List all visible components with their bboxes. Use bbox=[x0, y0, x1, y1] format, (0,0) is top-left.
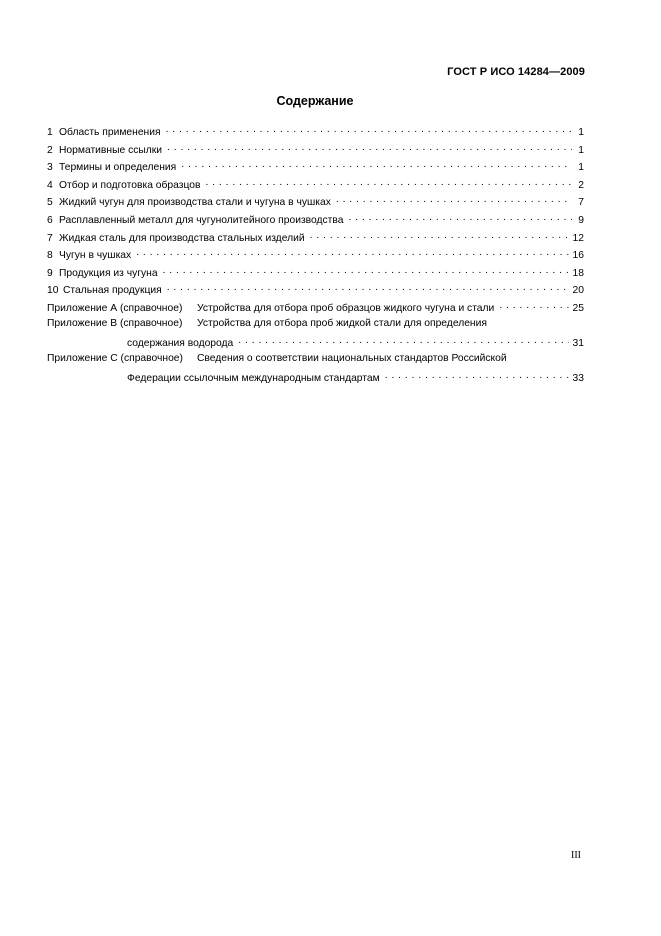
toc-entry-title: Расплавленный металл для чугунолитейного производства bbox=[59, 214, 344, 226]
toc-entry-page: 1 bbox=[578, 144, 584, 156]
toc-entry-page: 12 bbox=[572, 232, 584, 244]
toc-entry-page: 9 bbox=[578, 214, 584, 226]
toc-entry-title: Отбор и подготовка образцов bbox=[59, 179, 201, 191]
toc-entry[interactable] bbox=[47, 121, 584, 139]
toc-entry-title: Нормативные ссылки bbox=[59, 144, 163, 156]
toc-entry-number: 9 bbox=[47, 267, 53, 279]
toc-entry-number: 7 bbox=[47, 232, 53, 244]
appendix-label: Приложение А (справочное) bbox=[47, 302, 183, 314]
toc-appendix-c-continuation[interactable] bbox=[47, 367, 584, 385]
toc-entry-number: 3 bbox=[47, 162, 53, 174]
toc-entry-title: Стальная продукция bbox=[63, 285, 162, 297]
appendix-label: Приложение С (справочное) bbox=[47, 352, 183, 364]
document-code: ГОСТ Р ИСО 14284—2009 bbox=[447, 66, 585, 78]
appendix-page: 33 bbox=[572, 373, 584, 385]
toc-entry[interactable] bbox=[47, 262, 584, 280]
toc-entry[interactable] bbox=[47, 156, 584, 174]
toc-title: Содержание bbox=[276, 94, 354, 108]
toc-appendix-a[interactable] bbox=[47, 297, 584, 315]
toc-appendix-c[interactable] bbox=[47, 350, 584, 368]
toc-entry[interactable] bbox=[47, 174, 584, 192]
toc-entry-number: 8 bbox=[47, 250, 53, 262]
toc-appendix-b-continuation[interactable] bbox=[47, 332, 584, 350]
appendix-title-continued: содержания водорода bbox=[127, 338, 234, 350]
toc-entry-page: 1 bbox=[578, 127, 584, 138]
page-number: III bbox=[571, 850, 581, 861]
toc-entry-number: 4 bbox=[47, 179, 53, 191]
toc-entry-title: Продукция из чугуна bbox=[59, 267, 158, 279]
toc-entry-title: Жидкий чугун для производства стали и чугуна в чушках bbox=[59, 197, 331, 209]
toc-entry-page: 2 bbox=[578, 179, 584, 191]
dot-leader bbox=[205, 174, 572, 188]
toc-entry-page: 16 bbox=[572, 250, 584, 262]
dot-leader bbox=[348, 209, 572, 223]
toc-entry[interactable] bbox=[47, 244, 584, 262]
appendix-page: 25 bbox=[572, 302, 584, 314]
appendix-title: Устройства для отбора проб жидкой стали для определения bbox=[197, 317, 487, 329]
toc-entry-title: Чугун в чушках bbox=[59, 250, 132, 262]
appendix-title: Устройства для отбора проб образцов жидкого чугуна и стали bbox=[197, 302, 495, 314]
toc-entry[interactable] bbox=[47, 209, 584, 227]
toc-entry-page: 7 bbox=[578, 197, 584, 209]
appendix-page: 31 bbox=[572, 338, 584, 350]
toc-entry-title: Термины и определения bbox=[59, 162, 177, 174]
toc-entry-number: 10 bbox=[47, 285, 59, 297]
toc-entry-page: 20 bbox=[572, 285, 584, 297]
dot-leader bbox=[385, 367, 569, 381]
appendix-label: Приложение В (справочное) bbox=[47, 317, 183, 329]
toc-entry-title: Жидкая сталь для производства стальных изделий bbox=[59, 232, 305, 244]
toc-entry[interactable] bbox=[47, 191, 584, 209]
toc-entry-title: Область применения bbox=[59, 127, 161, 138]
dot-leader bbox=[181, 156, 572, 170]
appendix-title: Сведения о соответствии национальных стандартов Российской bbox=[197, 352, 507, 364]
dot-leader bbox=[136, 244, 568, 258]
toc-entry-number: 6 bbox=[47, 214, 53, 226]
toc-entry[interactable] bbox=[47, 279, 584, 297]
dot-leader bbox=[336, 191, 572, 205]
toc-entry[interactable] bbox=[47, 139, 584, 157]
toc-entry[interactable] bbox=[47, 227, 584, 245]
toc-entry-page: 18 bbox=[572, 267, 584, 279]
dot-leader bbox=[163, 262, 569, 276]
table-of-contents bbox=[47, 121, 584, 385]
toc-entry-number: 5 bbox=[47, 197, 53, 209]
toc-entry-page: 1 bbox=[578, 162, 584, 174]
dot-leader bbox=[310, 227, 569, 241]
toc-entry-number: 2 bbox=[47, 144, 53, 156]
dot-leader bbox=[238, 332, 568, 346]
dot-leader bbox=[499, 297, 568, 311]
dot-leader bbox=[167, 139, 572, 153]
dot-leader bbox=[166, 121, 572, 135]
appendix-title-continued: Федерации ссылочным международным стандартам bbox=[127, 373, 380, 385]
toc-appendix-b[interactable] bbox=[47, 315, 584, 333]
toc-entry-number: 1 bbox=[47, 127, 53, 138]
dot-leader bbox=[167, 279, 569, 293]
